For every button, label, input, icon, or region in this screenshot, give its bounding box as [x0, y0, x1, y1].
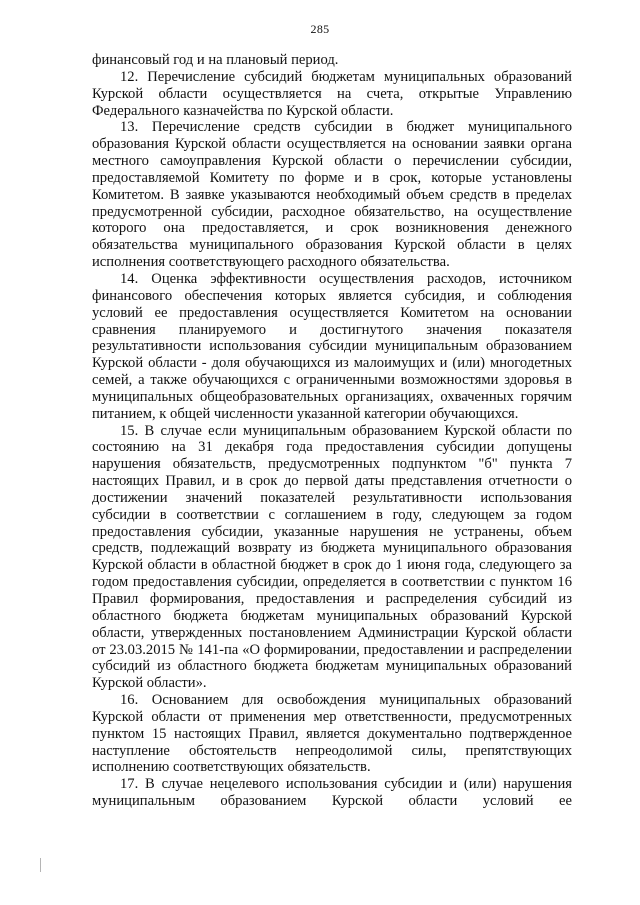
paragraph-12: 12. Перечисление субсидий бюджетам муниципальных образований Курской области осуществляется на счета, открытые Управлению Федерального казначейства по Курской области. [92, 68, 572, 119]
document-body [92, 52, 572, 810]
scan-margin-mark [40, 858, 41, 872]
paragraph-15: 15. В случае если муниципальным образованием Курской области по состоянию на 31 декабря года предоставления субсидии допущены нарушения обязательств, предусмотренных подпунктом "б" пункта 7 настоящих Правил, и в срок до первой даты представления отчетности о достижении значений показателей результативности использования субсидии в соответствии с соглашением в году, следующем за годом предоставления субсидии, указанные нарушения не устранены, объем средств, подлежащий возврату из бюджета муниципального образования Курской области в областной бюджет в срок до 1 июня года, следующего за годом предоставления субсидии, определяется в соответствии с пунктом 16 Правил формирования, предоставления и распределения субсидий из областного бюджета бюджетам муниципальных образований Курской области, утвержденных постановлением Администрации Курской области от 23.03.2015 № 141-па «О формировании, предоставлении и распределении субсидий из областного бюджета бюджетам муниципальных образований Курской области». [92, 422, 572, 692]
page-number: 285 [310, 22, 330, 36]
paragraph-14: 14. Оценка эффективности осуществления расходов, источником финансового обеспечения которых является субсидия, и соблюдения условий ее предоставления осуществляется Комитетом на основании сравнения планируемого и достигнутого значения показателя результативности использования субсидии муниципальным образованием Курской области - доля обучающихся из малоимущих и (или) многодетных семей, а также обучающихся с ограниченными возможностями здоровья в муниципальных общеобразовательных организациях, охваченных горячим питанием, к общей численности указанной категории обучающихся. [92, 270, 572, 422]
paragraph-13: 13. Перечисление средств субсидии в бюджет муниципального образования Курской области осуществляется на основании заявки органа местного самоуправления Курской области о перечислении субсидии, предоставляемой Комитету по форме и в срок, которые установлены Комитетом. В заявке указываются необходимый объем средств в пределах предусмотренной субсидии, расходное обязательство, на осуществление которого она предоставляется, и срок возникновения денежного обязательства муниципального образования Курской области в целях исполнения соответствующего расходного обязательства. [92, 119, 572, 271]
paragraph-continuation: финансовый год и на плановый период. [92, 52, 339, 68]
paragraph-16: 16. Основанием для освобождения муниципальных образований Курской области от применения мер ответственности, предусмотренных пунктом 15 настоящих Правил, является документально подтвержденное наступление обстоятельств непреодолимой силы, препятствующих исполнению соответствующих обязательств. [92, 692, 572, 776]
paragraph-17: 17. В случае нецелевого использования субсидии и (или) нарушения муниципальным образованием Курской области условий ее [92, 776, 572, 810]
